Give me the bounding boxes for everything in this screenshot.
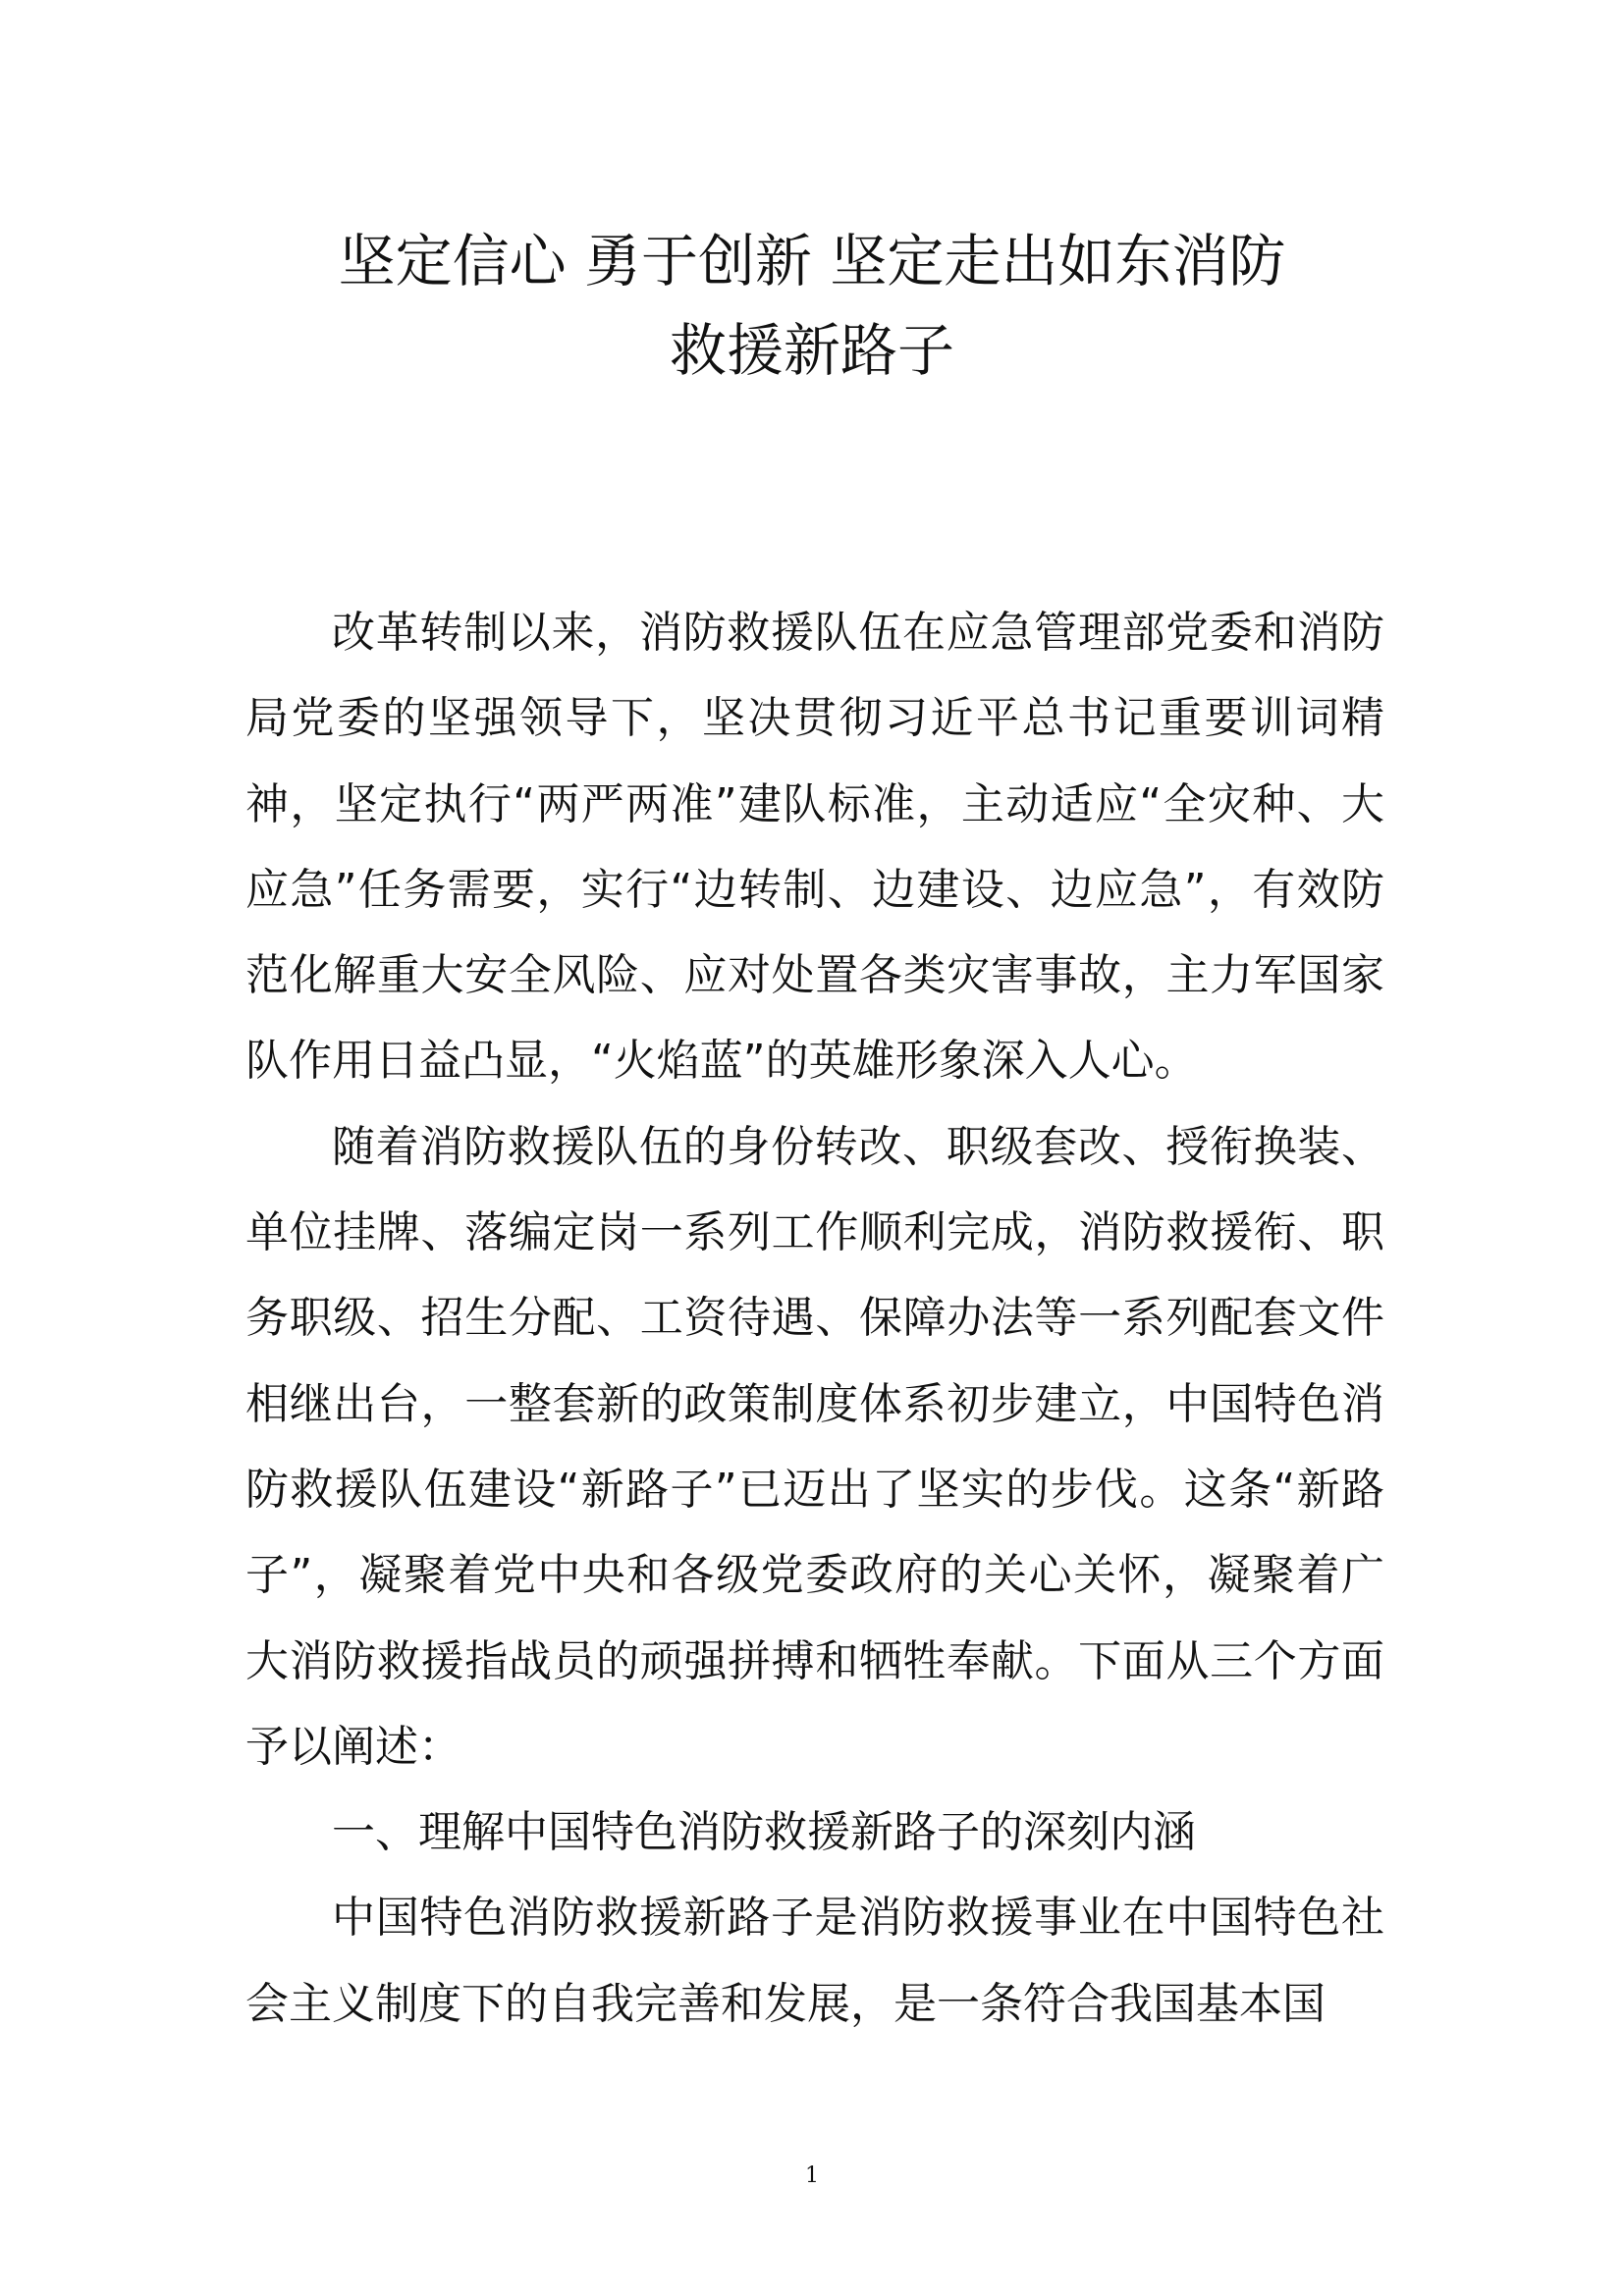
paragraph-3: 中国特色消防救援新路子是消防救援事业在中国特色社会主义制度下的自我完善和发展，是一条符合我国基本国 <box>245 1893 1384 2029</box>
section-heading-1: 一、理解中国特色消防救援新路子的深刻内涵 <box>332 1807 1196 1858</box>
paragraph-2: 随着消防救援队伍的身份转改、职级套改、授衔换装、单位挂牌、落编定岗一系列工作顺利完成，消防救援衔、职务职级、招生分配、工资待遇、保障办法等一系列配套文件相继出台，一整套新的政策制度体系初步建立，中国特色消防救援队伍建设“新路子”已迈出了坚实的步伐。这条“新路子”，凝聚着党中央和各级党委政府的关心关怀，凝聚着广大消防救援指战员的顽强拼搏和牺牲奉献。下面从三个方面予以阐述： <box>245 1121 1384 1772</box>
document-title-line-1: 坚定信心 勇于创新 坚定走出如东消防 <box>338 228 1286 294</box>
paragraph-1: 改革转制以来，消防救援队伍在应急管理部党委和消防局党委的坚强领导下，坚决贯彻习近平总书记重要训词精神，坚定执行“两严两准”建队标准，主动适应“全灾种、大应急”任务需要，实行“边转制、边建设、边应急”，有效防范化解重大安全风险、应对处置各类灾害事故，主力军国家队作用日益凸显，“火焰蓝”的英雄形象深入人心。 <box>245 608 1384 1087</box>
page-number: 1 <box>805 2163 819 2188</box>
document-title-line-2: 救援新路子 <box>669 317 954 384</box>
document-body <box>245 590 1384 2047</box>
